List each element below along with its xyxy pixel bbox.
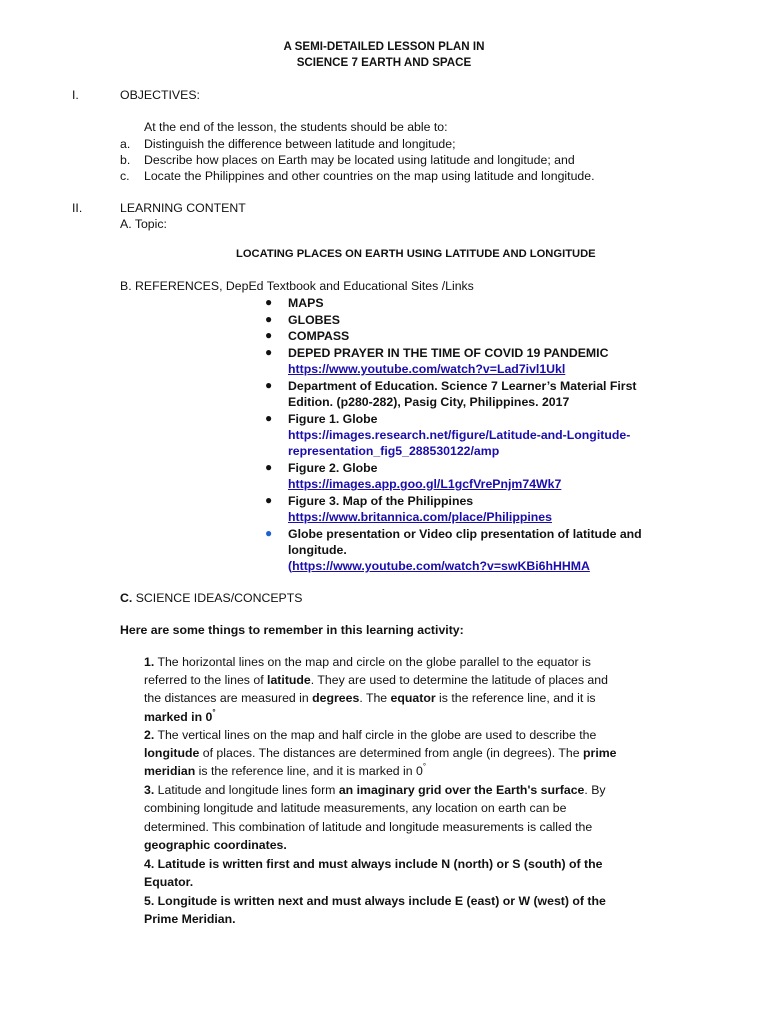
reference-globe-presentation-line-1: Globe presentation or Video clip presentation of latitude and: [288, 527, 642, 541]
section-numeral-learning-content: II.: [72, 201, 83, 215]
bullet-icon: ●: [265, 295, 273, 309]
reference-figure-2: Figure 2. Globe: [288, 461, 378, 475]
references-label: B. REFERENCES, DepEd Textbook and Educational Sites /Links: [120, 279, 474, 293]
bullet-icon: ●: [265, 378, 273, 392]
reference-prayer: DEPED PRAYER IN THE TIME OF COVID 19 PANDEMIC: [288, 346, 609, 360]
concept-3-text-a: Latitude and longitude lines form: [154, 783, 339, 797]
science-ideas-label: [120, 591, 302, 605]
topic-label: A. Topic:: [120, 217, 167, 231]
reference-globe-presentation-line-2: longitude.: [288, 543, 347, 557]
bullet-icon: ●: [265, 411, 273, 425]
learning-content-heading: LEARNING CONTENT: [120, 201, 246, 215]
globe-link-paren: (: [288, 559, 293, 573]
section-numeral-objectives: I.: [72, 88, 79, 102]
concept-2-text-c-rest: is the reference line, and it is marked in 0: [195, 764, 423, 778]
concept-1-text-c-mid: . The: [359, 691, 391, 705]
concept-3-line-1: [144, 783, 606, 797]
concept-3-number: 3.: [144, 783, 155, 797]
concept-5-line-1: 5. Longitude is written next and must always include E (east) or W (west) of the: [144, 894, 606, 908]
figure-3-link[interactable]: https://www.britannica.com/place/Philippines: [288, 510, 552, 524]
topic-title: LOCATING PLACES ON EARTH USING LATITUDE AND LONGITUDE: [236, 248, 596, 260]
reference-globes: GLOBES: [288, 313, 340, 327]
figure-1-link-line-1[interactable]: https://images.research.net/figure/Latitude-and-Longitude-: [288, 428, 631, 442]
concept-4-line-2: Equator.: [144, 875, 194, 889]
prayer-video-link[interactable]: https://www.youtube.com/watch?v=Lad7ivl1Ukl: [288, 362, 566, 376]
reference-textbook-line-2: Edition. (p280-282), Pasig City, Philippines. 2017: [288, 395, 570, 409]
bullet-icon: ●: [265, 328, 273, 342]
objective-letter-b: b.: [120, 153, 131, 167]
remember-heading: Here are some things to remember in this learning activity:: [120, 623, 464, 637]
concept-2-text-b-rest: of places. The distances are determined from angle (in degrees). The: [199, 746, 584, 760]
concept-2-longitude: longitude: [144, 746, 200, 760]
concept-2-prime: prime: [583, 746, 617, 760]
concept-2-meridian: meridian: [144, 764, 196, 778]
objective-letter-c: c.: [120, 169, 130, 183]
concept-1-text-b-rest: . They are used to determine the latitude of places and: [310, 673, 608, 687]
concept-1-text-c: the distances are measured in: [144, 691, 313, 705]
concept-1-marked: marked in 0: [144, 710, 213, 724]
concept-3-text-a-rest: . By: [584, 783, 606, 797]
bullet-icon: ●: [265, 526, 273, 540]
objective-letter-a: a.: [120, 137, 131, 151]
concept-1-line-1: [144, 655, 591, 669]
concept-2-line-3: [144, 764, 426, 778]
concept-1-line-3: [144, 691, 596, 705]
concept-1-text-c-rest: is the reference line, and it is: [435, 691, 596, 705]
concept-2-line-1: [144, 728, 596, 742]
concept-1-line-4: [144, 710, 216, 724]
objective-text-b: Describe how places on Earth may be located using latitude and longitude; and: [144, 153, 575, 167]
concept-1-equator: equator: [390, 691, 436, 705]
concept-2-line-2: [144, 746, 617, 760]
degree-symbol: °: [212, 708, 216, 717]
objective-text-c: Locate the Philippines and other countries on the map using latitude and longitude.: [144, 169, 595, 183]
bullet-icon: ●: [265, 460, 273, 474]
concept-1-number: 1.: [144, 655, 155, 669]
reference-compass: COMPASS: [288, 329, 350, 343]
concept-1-text-b: referred to the lines of: [144, 673, 268, 687]
concept-5-line-2: Prime Meridian.: [144, 912, 236, 926]
concept-2-number: 2.: [144, 728, 155, 742]
concept-1-text-a: The horizontal lines on the map and circle on the globe parallel to the equator is: [154, 655, 591, 669]
bullet-icon: ●: [265, 493, 273, 507]
concept-3-grid: an imaginary grid over the Earth's surface: [338, 783, 585, 797]
concept-1-degrees: degrees: [312, 691, 360, 705]
concept-3-line-4: geographic coordinates.: [144, 838, 287, 852]
science-ideas-text: SCIENCE IDEAS/CONCEPTS: [132, 591, 303, 605]
concept-1-line-2: [144, 673, 608, 687]
bullet-icon: ●: [265, 312, 273, 326]
degree-symbol: °: [422, 762, 427, 771]
reference-textbook-line-1: Department of Education. Science 7 Learner’s Material First: [288, 379, 637, 393]
document-title-line-1: A SEMI-DETAILED LESSON PLAN IN: [283, 40, 485, 53]
science-ideas-letter: C.: [120, 591, 133, 605]
figure-2-link[interactable]: https://images.app.goo.gl/L1gcfVrePnjm74Wk7: [288, 477, 562, 491]
reference-figure-3: Figure 3. Map of the Philippines: [288, 494, 474, 508]
reference-figure-1: Figure 1. Globe: [288, 412, 378, 426]
objectives-heading: OBJECTIVES:: [120, 88, 200, 102]
concept-2-text-a: The vertical lines on the map and half circle in the globe are used to describe the: [154, 728, 597, 742]
concept-3-line-2: combining longitude and latitude measurements, any location on earth can be: [144, 801, 567, 815]
objectives-intro: At the end of the lesson, the students should be able to:: [144, 120, 448, 134]
concept-4-line-1: 4. Latitude is written first and must always include N (north) or S (south) of the: [144, 857, 603, 871]
globe-video-link-row: [288, 559, 590, 573]
bullet-icon: ●: [265, 345, 273, 359]
objective-text-a: Distinguish the difference between latitude and longitude;: [144, 137, 456, 151]
globe-video-link[interactable]: https://www.youtube.com/watch?v=swKBi6hHHMA: [292, 559, 590, 573]
concept-1-latitude: latitude: [267, 673, 311, 687]
reference-maps: MAPS: [288, 296, 324, 310]
concept-3-line-3: determined. This combination of latitude and longitude measurements is called the: [144, 820, 593, 834]
document-title-line-2: SCIENCE 7 EARTH AND SPACE: [296, 56, 472, 69]
figure-1-link-line-2[interactable]: representation_fig5_288530122/amp: [288, 444, 500, 458]
